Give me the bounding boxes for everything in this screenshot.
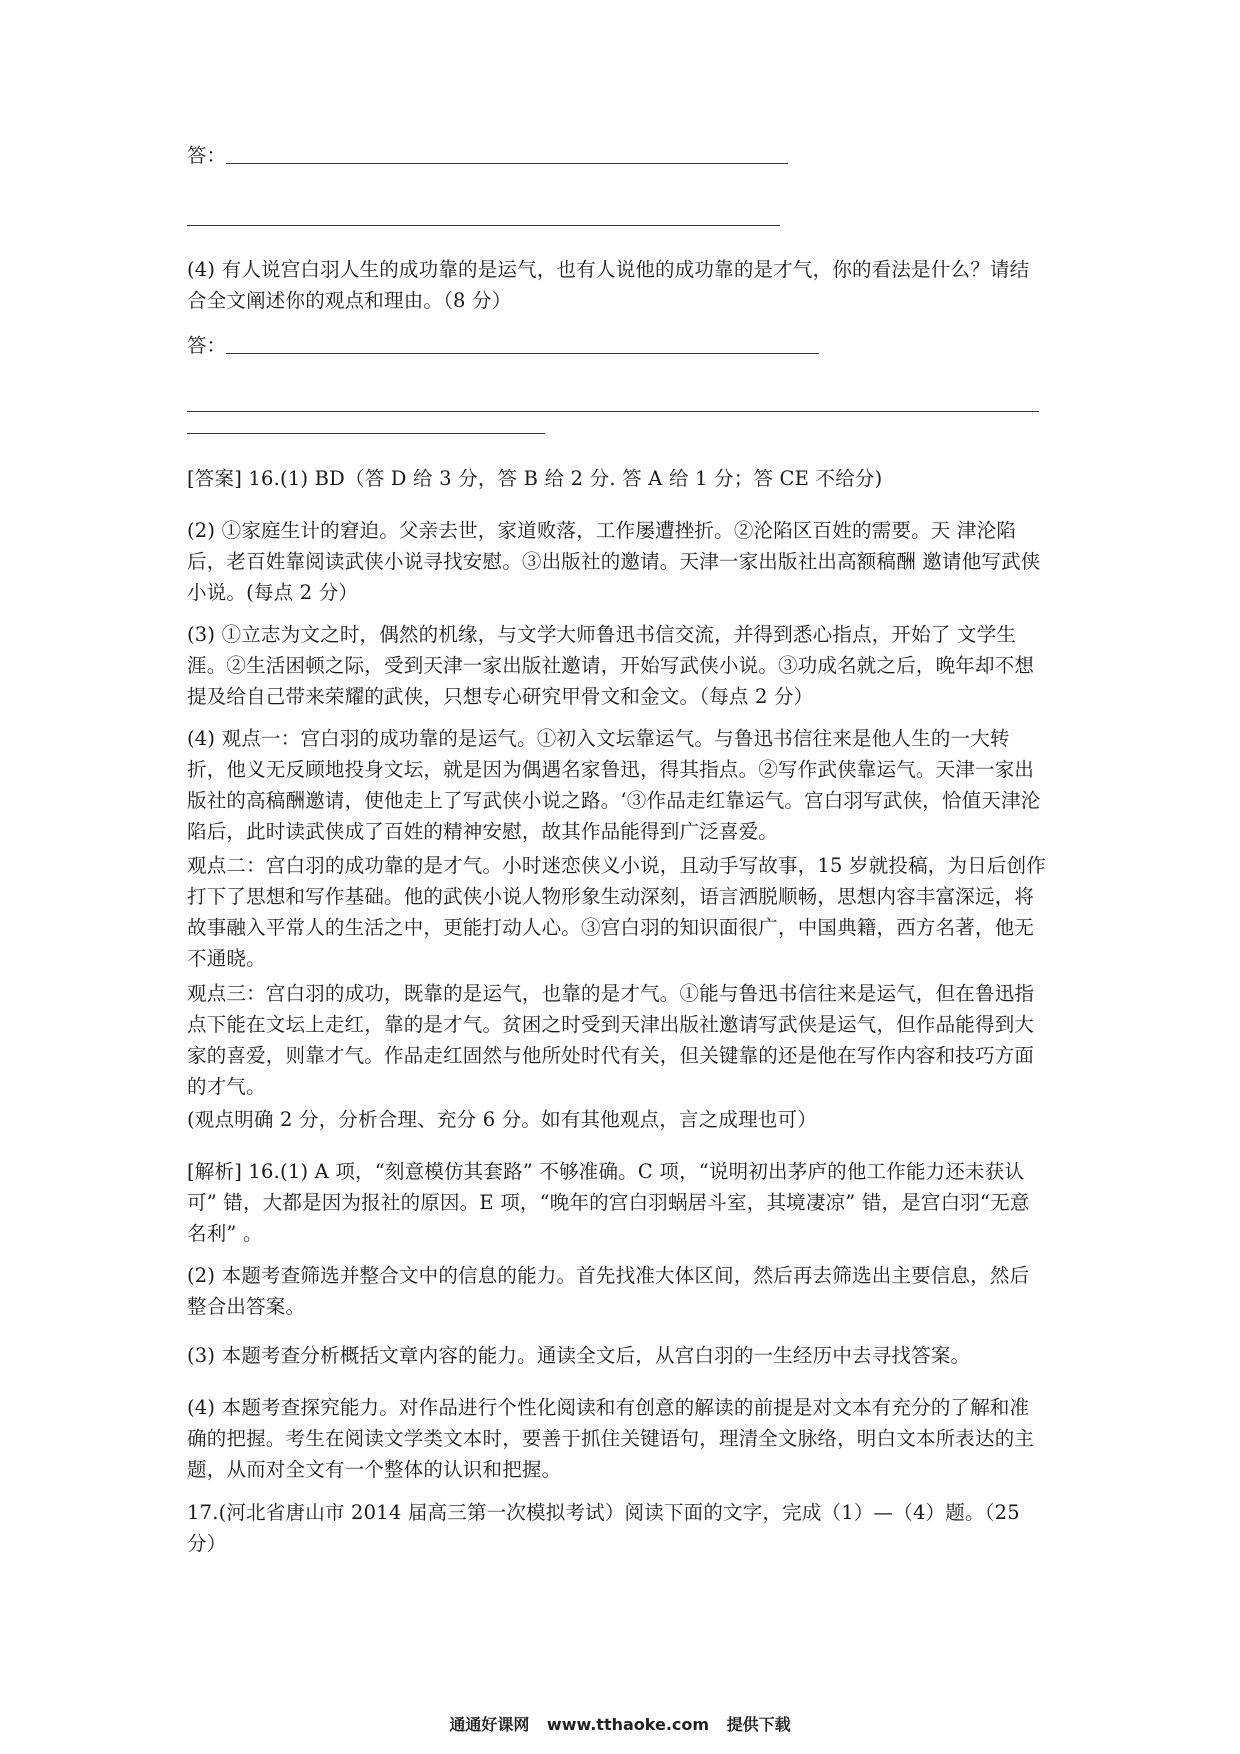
answer-blank-line [187,410,1039,412]
answer-16-4-view-2: 观点二：宫白羽的成功靠的是才气。小时迷恋侠义小说，且动手写故事，15 岁就投稿，为日后创作打下了思想和写作基础。他的武侠小说人物形象生动深刻，语言洒脱顺畅，思想内容丰富深远，将故事融入平常人的生活之中，更能打动人心。③宫白羽的知识面很广，中国典籍，西方名著，他无不通晓。 [187,854,1047,970]
answer-blank-line [187,224,780,226]
footer-url[interactable]: www.tthaoke.com [546,1715,710,1734]
footer-site-name: 通通好课网 [449,1715,530,1734]
analysis-16-3: (3) 本题考查分析概括文章内容的能力。通读全文后，从宫白羽的一生经历中去寻找答案。 [187,1344,971,1367]
answer-blank-line [187,432,545,434]
analysis-16-4: (4) 本题考查探究能力。对作品进行个性化阅读和有创意的解读的前提是对文本有充分的了解和准确的把握。考生在阅读文学类文本时，要善于抓住关键语句，理清全文脉络，明白文本所表达的主题，从而对全文有一个整体的认识和把握。 [187,1396,1035,1481]
answer-16-4-scoring: (观点明确 2 分，分析合理、充分 6 分。如有其他观点，言之成理也可） [187,1108,817,1131]
answer-row-2 [187,330,819,358]
question-4-prompt: (4) 有人说宫白羽人生的成功靠的是运气，也有人说他的成功靠的是才气，你的看法是什么？请结合全文阐述你的观点和理由。（8 分） [187,258,1030,312]
answer-16-4-view-3: 观点三：宫白羽的成功，既靠的是运气，也靠的是才气。①能与鲁迅书信往来是运气，但在鲁迅指点下能在文坛上走红，靠的是才气。贫困之时受到天津出版社邀请写武侠是运气，但作品能得到大家的喜爱，则靠才气。作品走红固然与他所处时代有关，但关键靠的还是他在写作内容和技巧方面的才气。 [187,982,1035,1098]
footer-suffix: 提供下载 [726,1715,791,1734]
answer-16-2: (2) ①家庭生计的窘迫。父亲去世，家道败落，工作屡遭挫折。②沦陷区百姓的需要。天 津沦陷后，老百姓靠阅读武侠小说寻找安慰。③出版社的邀请。天津一家出版社出高额稿酬 邀请他写武侠小说。(每点 2 分） [187,519,1041,604]
answer-blank-line [226,352,819,354]
answer-16-1: [答案] 16.(1) BD（答 D 给 3 分，答 B 给 2 分. 答 A 给 1 分；答 CE 不给分) [187,467,883,490]
answer-label: 答： [187,334,227,357]
question-17-heading: 17.(河北省唐山市 2014 届高三第一次模拟考试）阅读下面的文字，完成（1）—（4）题。（25 分） [187,1501,1020,1555]
answer-16-4-view-1: (4) 观点一：宫白羽的成功靠的是运气。①初入文坛靠运气。与鲁迅书信往来是他人生的一大转折，他义无反顾地投身文坛，就是因为偶遇名家鲁迅，得其指点。②写作武侠靠运气。天津一家出版社的高稿酬邀请，使他走上了写武侠小说之路。‘③作品走红靠运气。宫白羽写武侠，恰值天津沦陷后，此时读武侠成了百姓的精神安慰，故其作品能得到广泛喜爱。 [187,727,1041,843]
analysis-16-1: [解析] 16.(1) A 项，“刻意模仿其套路” 不够准确。C 项，“说明初出茅庐的他工作能力还未获认可” 错，大都是因为报社的原因。E 项，“晚年的宫白羽蜗居斗室，其境凄凉” 错，是宫白羽“无意名利” 。 [187,1160,1030,1245]
answer-16-3: (3) ①立志为文之时，偶然的机缘，与文学大师鲁迅书信交流，并得到悉心指点，开始了 文学生涯。②生活困顿之际，受到天津一家出版社邀请，开始写武侠小说。③功成名就之后，晚年却不想提及给自己带来荣耀的武侠，只想专心研究甲骨文和金文。（每点 2 分） [187,623,1035,708]
answer-label: 答： [187,144,227,167]
answer-blank-line [226,162,788,164]
answer-row-1 [187,140,788,168]
analysis-16-2: (2) 本题考查筛选并整合文中的信息的能力。首先找准大体区间，然后再去筛选出主要信息，然后整合出答案。 [187,1264,1030,1318]
page-footer [0,1712,1240,1735]
